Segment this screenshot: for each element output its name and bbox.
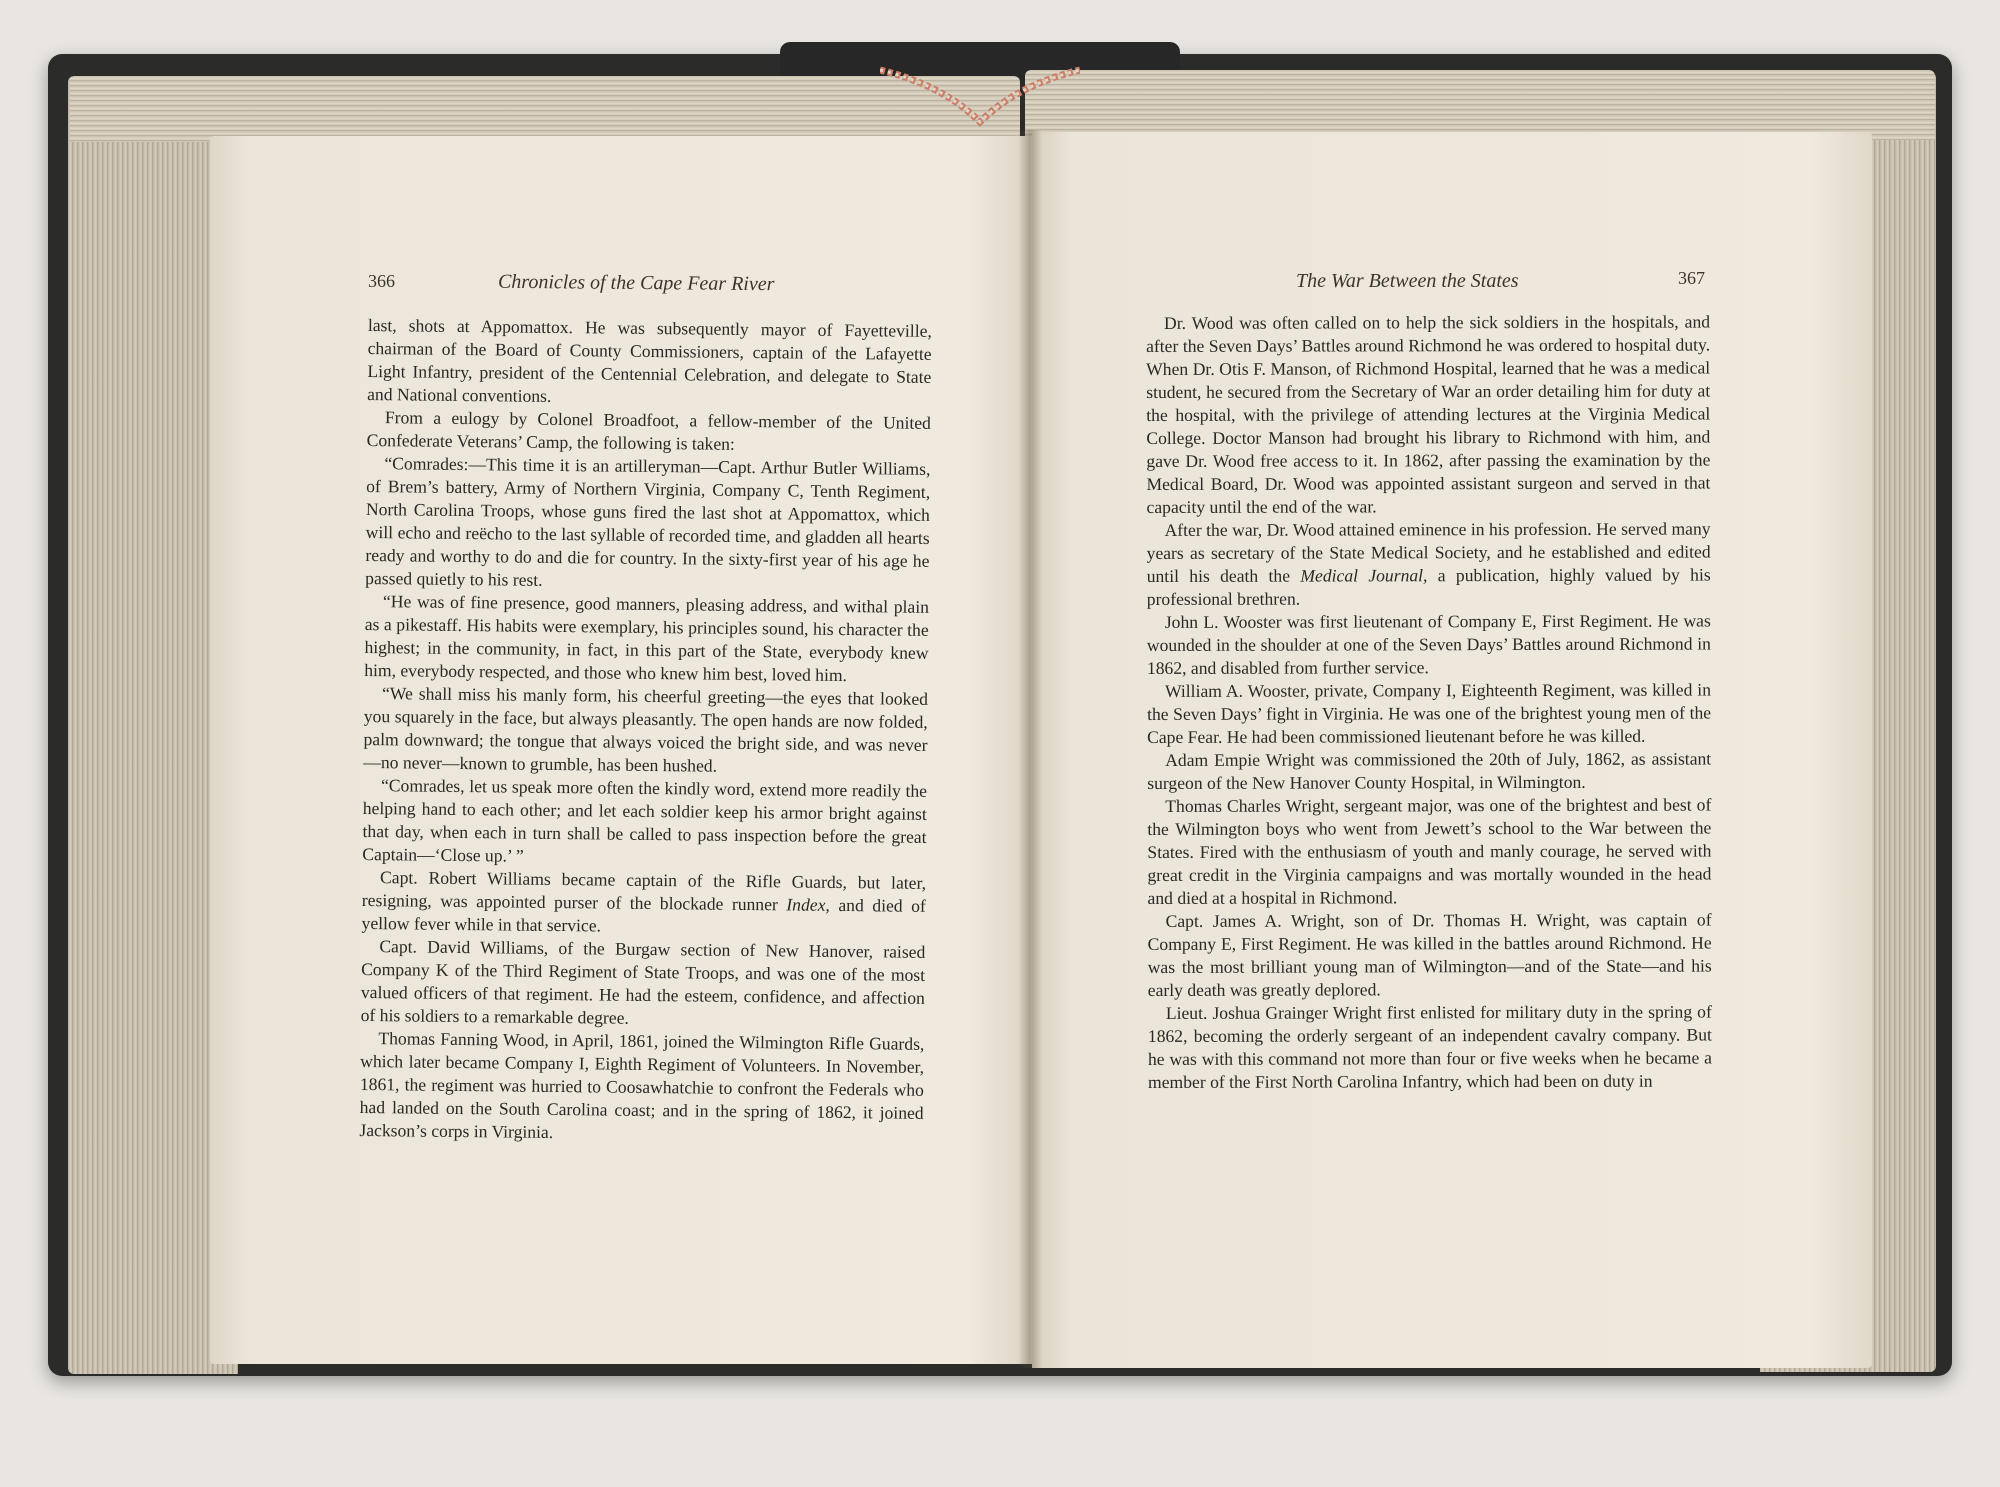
paragraph [1147,518,1711,611]
text-run: Lieut. Joshua Grainger Wright first enlisted for military duty in the spring of 1862, becoming the orderly sergeant of an independent cavalry company. But he was with this command not more than four or five weeks when he became a member of the First North Carolina Infantry, which had been on duty in [1147,1001,1712,1092]
paragraph [365,452,930,596]
right-page-text [1146,311,1712,1094]
text-run: “Comrades:—This time it is an artilleryman—Capt. Arthur Butler Williams, of Brem’s battery, Army of Northern Virginia, Company C, Tenth Regiment, North Carolina Troops, whose guns fired the last shot at Appomattox, which will echo and reëcho to the last syllable of recorded time, and gladden all hearts ready and worthy to do and die for country. In the sixty-first year of his age he passed quietly to his rest. [365,453,931,590]
text-run: From a eulogy by Colonel Broadfoot, a fellow-member of the United Confederate Veterans’ Camp, the following is taken: [366,407,931,454]
left-page-text [359,314,932,1148]
text-run: and died of yellow fever while in that service. [361,894,926,936]
text-run: Capt. James A. Wright, son of Dr. Thomas H. Wright, was captain of Company E, First Regiment. He was killed in the battles around Richmond. He was the most brilliant young man of Wilmington—and of the State—and his early death was greatly deplored. [1147,909,1712,1000]
text-run: last, shots at Appomattox. He was subsequently mayor of Fayetteville, chairman of the Board of County Commissioners, captain of the Lafayette Light Infantry, president of the Centennial Celebration, and delegate to State and National conventions. [367,314,932,406]
page-edges-top-right [1025,70,1935,140]
text-run: “He was of fine presence, good manners, pleasing address, and withal plain as a pikestaff. His habits were exemplary, his principles sound, his character the highest; in the community, in fact, in this part of the State, everybody knew him, everybody respected, and those who knew him best, loved him. [364,591,930,686]
book-gutter [1018,130,1042,1368]
paragraph [1147,794,1711,910]
paragraph [1147,679,1711,749]
text-run: William A. Wooster, private, Company I, Eighteenth Regiment, was killed in the Seven Days’ fight in Virginia. He was one of the brightest young men of the Cape Fear. He had been commissioned lieutenant before he was killed. [1147,679,1712,747]
text-run: “Comrades, let us speak more often the kindly word, extend more readily the helping hand to each other; and let each soldier keep his armor bright against that day, when each in turn shall be called to pass inspection before the great Captain—‘Close up.’ ” [362,775,928,866]
paragraph [1148,909,1712,1002]
paragraph [361,935,926,1033]
text-run: Capt. Robert Williams became captain of the Rifle Guards, but later, resigning, was appointed purser of the blockade runner [361,867,927,915]
paragraph [364,590,929,688]
paragraph [367,314,932,412]
text-run: After the war, Dr. Wood attained eminence in his profession. He served many years as secretary of the State Medical Society, and he established and edited until his death the [1146,518,1711,586]
italic-text: Medical Journal, [1300,565,1428,586]
text-run: Thomas Charles Wright, sergeant major, was one of the brightest and best of the Wilmington boys who went from Jewett’s school to the War between the States. Fired with the enthusiasm of youth and manly courage, he served with great credit in the Virginia campaigns and was mortally wounded in the head and died at a hospital in Richmond. [1147,794,1712,908]
text-run: Capt. David Williams, of the Burgaw section of New Hanover, raised Company K of the Third Regiment of State Troops, and was one of the most valued officers of that regiment. He had the esteem, confidence, and affection of his soldiers to a remarkable degree. [360,936,926,1028]
left-running-title: Chronicles of the Cape Fear River [497,270,775,296]
paragraph [362,774,927,872]
paragraph [1146,311,1711,519]
text-run: Dr. Wood was often called on to help the sick soldiers in the hospitals, and after the Seven Days’ Battles around Richmond he was ordered to hospital duty. When Dr. Otis F. Manson, of Richmond Hospital, learned that he was a medical student, he secured from the Secretary of War an order detailing him for duty at the hospital, with the privilege of attending lectures at the Virginia Medical College. Doctor Manson had brought his library to Richmond with him, and gave Dr. Wood free access to it. In 1862, after passing the examination by the Medical Board, Dr. Wood was appointed assistant surgeon and served in that capacity until the end of the war. [1146,311,1711,517]
paragraph [363,682,928,780]
text-run: John L. Wooster was first lieutenant of Company E, First Regiment. He was wounded in the shoulder at one of the Seven Days’ Battles around Richmond in 1862, and disabled from further service. [1146,610,1711,678]
paragraph [367,406,931,458]
right-page-number: 367 [1678,268,1705,288]
italic-text: Index, [786,894,830,915]
paragraph [361,866,926,941]
page-edges-top-left [70,76,1020,142]
right-running-title: The War Between the States [1296,270,1519,292]
paragraph [1147,748,1711,795]
paragraph [1148,1001,1712,1094]
paragraph [359,1027,924,1148]
paragraph [1147,610,1711,680]
left-page-number: 366 [368,271,395,291]
text-run: a publication, highly valued by his professional brethren. [1146,564,1711,609]
bookmark-ribbon [880,62,1080,132]
text-run: Thomas Fanning Wood, in April, 1861, joined the Wilmington Rifle Guards, which later became Company I, Eighth Regiment of Volunteers. In November, 1861, the regiment was hurried to Coosawhatchie to confront the Federals who had landed on the South Carolina coast; and in the spring of 1862, it joined Jackson’s corps in Virginia. [359,1028,925,1142]
text-run: Adam Empie Wright was commissioned the 20th of July, 1862, as assistant surgeon of the New Hanover County Hospital, in Wilmington. [1147,748,1712,793]
text-run: “We shall miss his manly form, his cheerful greeting—the eyes that looked you squarely in the face, but always pleasantly. The open hands are now folded, palm downward; the tongue that always voiced the bright side, and was never—no never—known to grumble, has been hushed. [363,683,929,776]
